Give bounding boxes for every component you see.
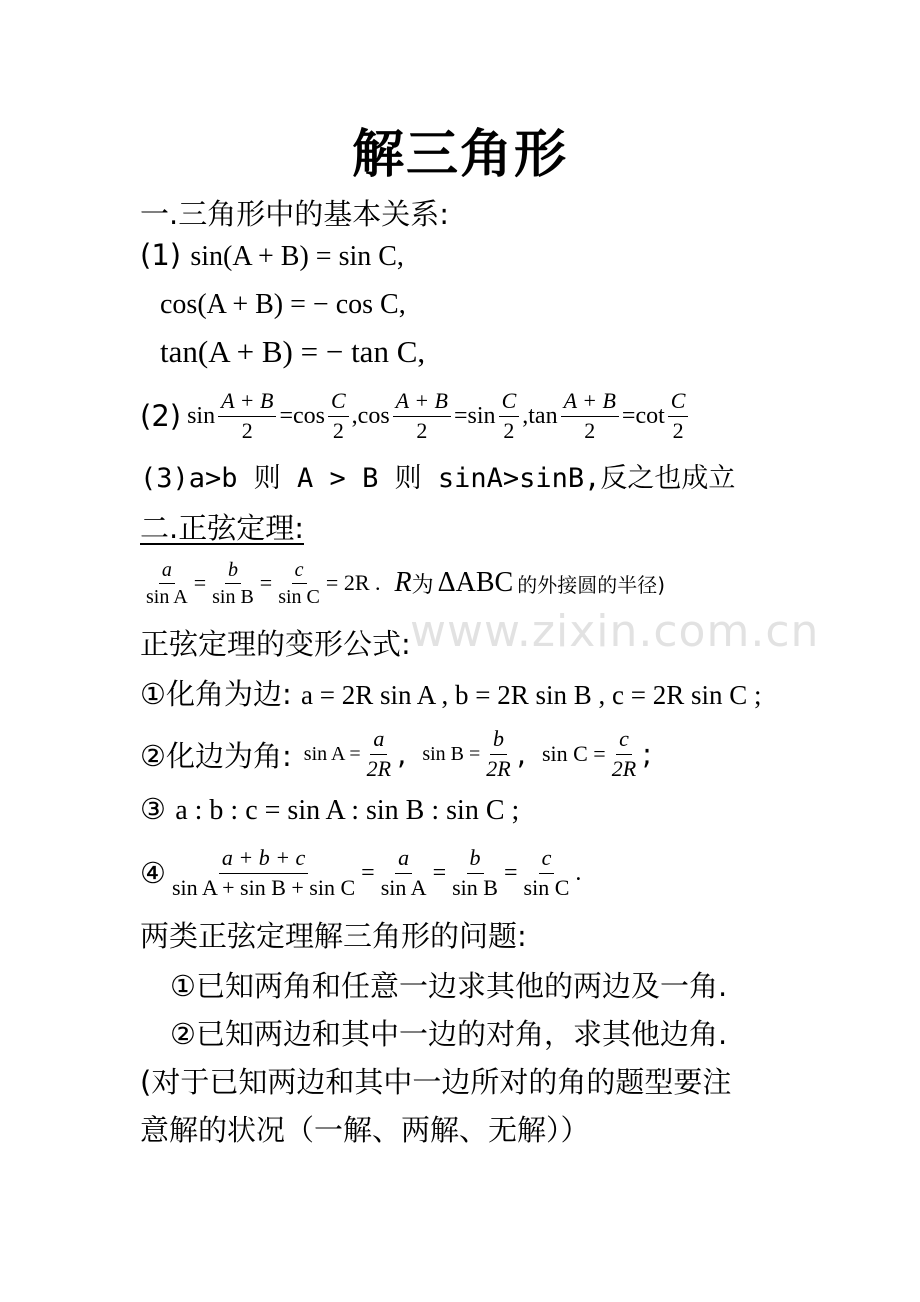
eq-half-angle: (2) sin $\frac{A + B}{2}$ = cos $\frac{C}{2}$ , cos $\frac{A + B}{2}$ = sin $\frac{C}{2}$ , tan $\frac{A + B}{2}$ = cot $\frac{C}{2}$ — [140, 386, 691, 446]
frac-c-2R — [609, 727, 639, 780]
eq4-sin-2: sin — [467, 402, 496, 429]
variants-heading: 正弦定理的变形公式: — [140, 627, 411, 661]
num: a — [159, 559, 175, 584]
den: sin B — [452, 874, 498, 900]
eq-tan-sum — [160, 334, 425, 370]
item3-text: (3)a>b 则 A > B 则 sinA>sinB,反之也成立 — [140, 463, 736, 494]
frac-sum — [169, 846, 358, 899]
variant-3 — [140, 792, 519, 827]
law-of-sines: $\frac{a}{\text{sin A}}$ = $\frac{b}{\text{sin B}}$ = $\frac{c}{\text{sin C}}$ = 2R . R 为 ΔABC 的外接圆的半径) — [140, 552, 665, 614]
problems-heading: 两类正弦定理解三角形的问题: — [140, 919, 527, 953]
den: sin C — [278, 585, 320, 608]
frac-C-2 — [328, 389, 349, 442]
item2-label: (2) — [140, 399, 182, 433]
v4-label: ④ — [140, 856, 166, 890]
den: 2 — [332, 417, 344, 443]
frac-a-sinA-2 — [378, 846, 430, 899]
frac-c-sinC — [275, 559, 323, 608]
den: 2 — [416, 417, 428, 443]
frac-b-2R — [483, 727, 513, 780]
eq2-text: cos(A + B) = − cos C, — [160, 289, 406, 320]
num: c — [539, 846, 555, 873]
frac-a-sinA — [143, 559, 191, 608]
den: sin A + sin B + sin C — [172, 874, 356, 900]
frac-AB-2 — [218, 389, 276, 442]
section2-heading: 二.正弦定理: — [140, 511, 304, 545]
num: A + B — [561, 389, 619, 416]
note-line-2: 意解的状况（一解、两解、无解）） — [140, 1113, 590, 1147]
variant-4: ④ $\frac{a + b + c}{\text{sin A + sin B + sin C}}$ = $\frac{a}{\text{sin A}}$ = $\frac{b}{\text{sin B}}$ = $\frac{c}{\text{sin C}}$ . — [140, 845, 582, 900]
v2-sinB: sin B = — [422, 742, 481, 765]
frac-b-sinB-2 — [449, 846, 501, 899]
variant-2: ②化边为角: sin A = $\frac{a}{2R}$ , sin B = $\frac{b}{2R}$ , sin C = $\frac{c}{2R}$ ; — [140, 726, 652, 781]
page-title: 解三角形 — [351, 125, 568, 185]
num: a + b + c — [219, 846, 308, 873]
num: A + B — [218, 389, 276, 416]
v3-formula: a : b : c = sin A : sin B : sin C ; — [175, 795, 520, 826]
v3-label: ③ — [140, 792, 166, 826]
num: C — [499, 389, 520, 416]
num: b — [467, 846, 484, 873]
den: 2 — [584, 417, 596, 443]
frac-AB-2b — [393, 389, 451, 442]
den: 2 — [241, 417, 253, 443]
law-wei: 为 — [411, 572, 434, 598]
num: b — [225, 559, 241, 584]
den: 2R — [366, 755, 392, 781]
den: 2 — [503, 417, 515, 443]
item1-label: (1) — [140, 238, 182, 272]
watermark: www.zixin.com.cn — [410, 606, 820, 657]
eq4-cos: cos — [292, 402, 325, 429]
law-triangle: ΔABC — [437, 567, 514, 598]
frac-C-2c — [668, 389, 689, 442]
den: sin A — [146, 585, 188, 608]
num: c — [292, 559, 307, 584]
variant-1 — [140, 672, 762, 713]
eq4-cot: cot — [635, 402, 665, 429]
den: sin B — [212, 585, 254, 608]
law-rhs: = 2R . — [325, 570, 381, 595]
v2-label: ②化边为角: — [140, 738, 292, 773]
law-R: R — [394, 567, 412, 598]
section1-heading: 一.三角形中的基本关系: — [140, 197, 449, 231]
num: C — [668, 389, 689, 416]
num: a — [395, 846, 412, 873]
v1-formula: a = 2R sin A , b = 2R sin B , c = 2R sin C ; — [301, 680, 762, 710]
num: c — [616, 727, 632, 754]
num: C — [328, 389, 349, 416]
eq4-sin: sin — [187, 402, 216, 429]
num: a — [370, 727, 387, 754]
eq1-text: sin(A + B) = sin C, — [190, 241, 404, 272]
den: 2R — [486, 755, 511, 781]
frac-AB-2c — [561, 389, 619, 442]
problem-1: ①已知两角和任意一边求其他的两边及一角. — [170, 969, 728, 1003]
den: 2R — [611, 755, 637, 781]
problem-2: ②已知两边和其中一边的对角，求其他边角. — [170, 1017, 728, 1051]
den: sin C — [523, 874, 570, 900]
law-desc: 的外接圆的半径) — [517, 572, 666, 597]
den: sin A — [380, 874, 427, 900]
v2-sinA: sin A = — [303, 742, 361, 765]
frac-a-2R — [364, 727, 394, 780]
eq3-text: tan(A + B) = − tan C, — [160, 334, 426, 369]
num: A + B — [393, 389, 451, 416]
eq-cos-sum — [160, 286, 406, 321]
v2-sinC: sin C = — [541, 741, 606, 766]
v1-label: ①化角为边: — [140, 677, 292, 711]
note-line-1: (对于已知两边和其中一边所对的角的题型要注 — [140, 1065, 732, 1099]
eq4-cos-2: cos — [357, 402, 390, 429]
eq-sin-sum — [140, 238, 404, 273]
num: b — [490, 727, 507, 754]
den: 2 — [672, 417, 684, 443]
frac-C-2b — [499, 389, 520, 442]
frac-b-sinB — [209, 559, 257, 608]
frac-c-sinC-2 — [521, 846, 573, 899]
eq4-tan: tan — [528, 402, 558, 429]
